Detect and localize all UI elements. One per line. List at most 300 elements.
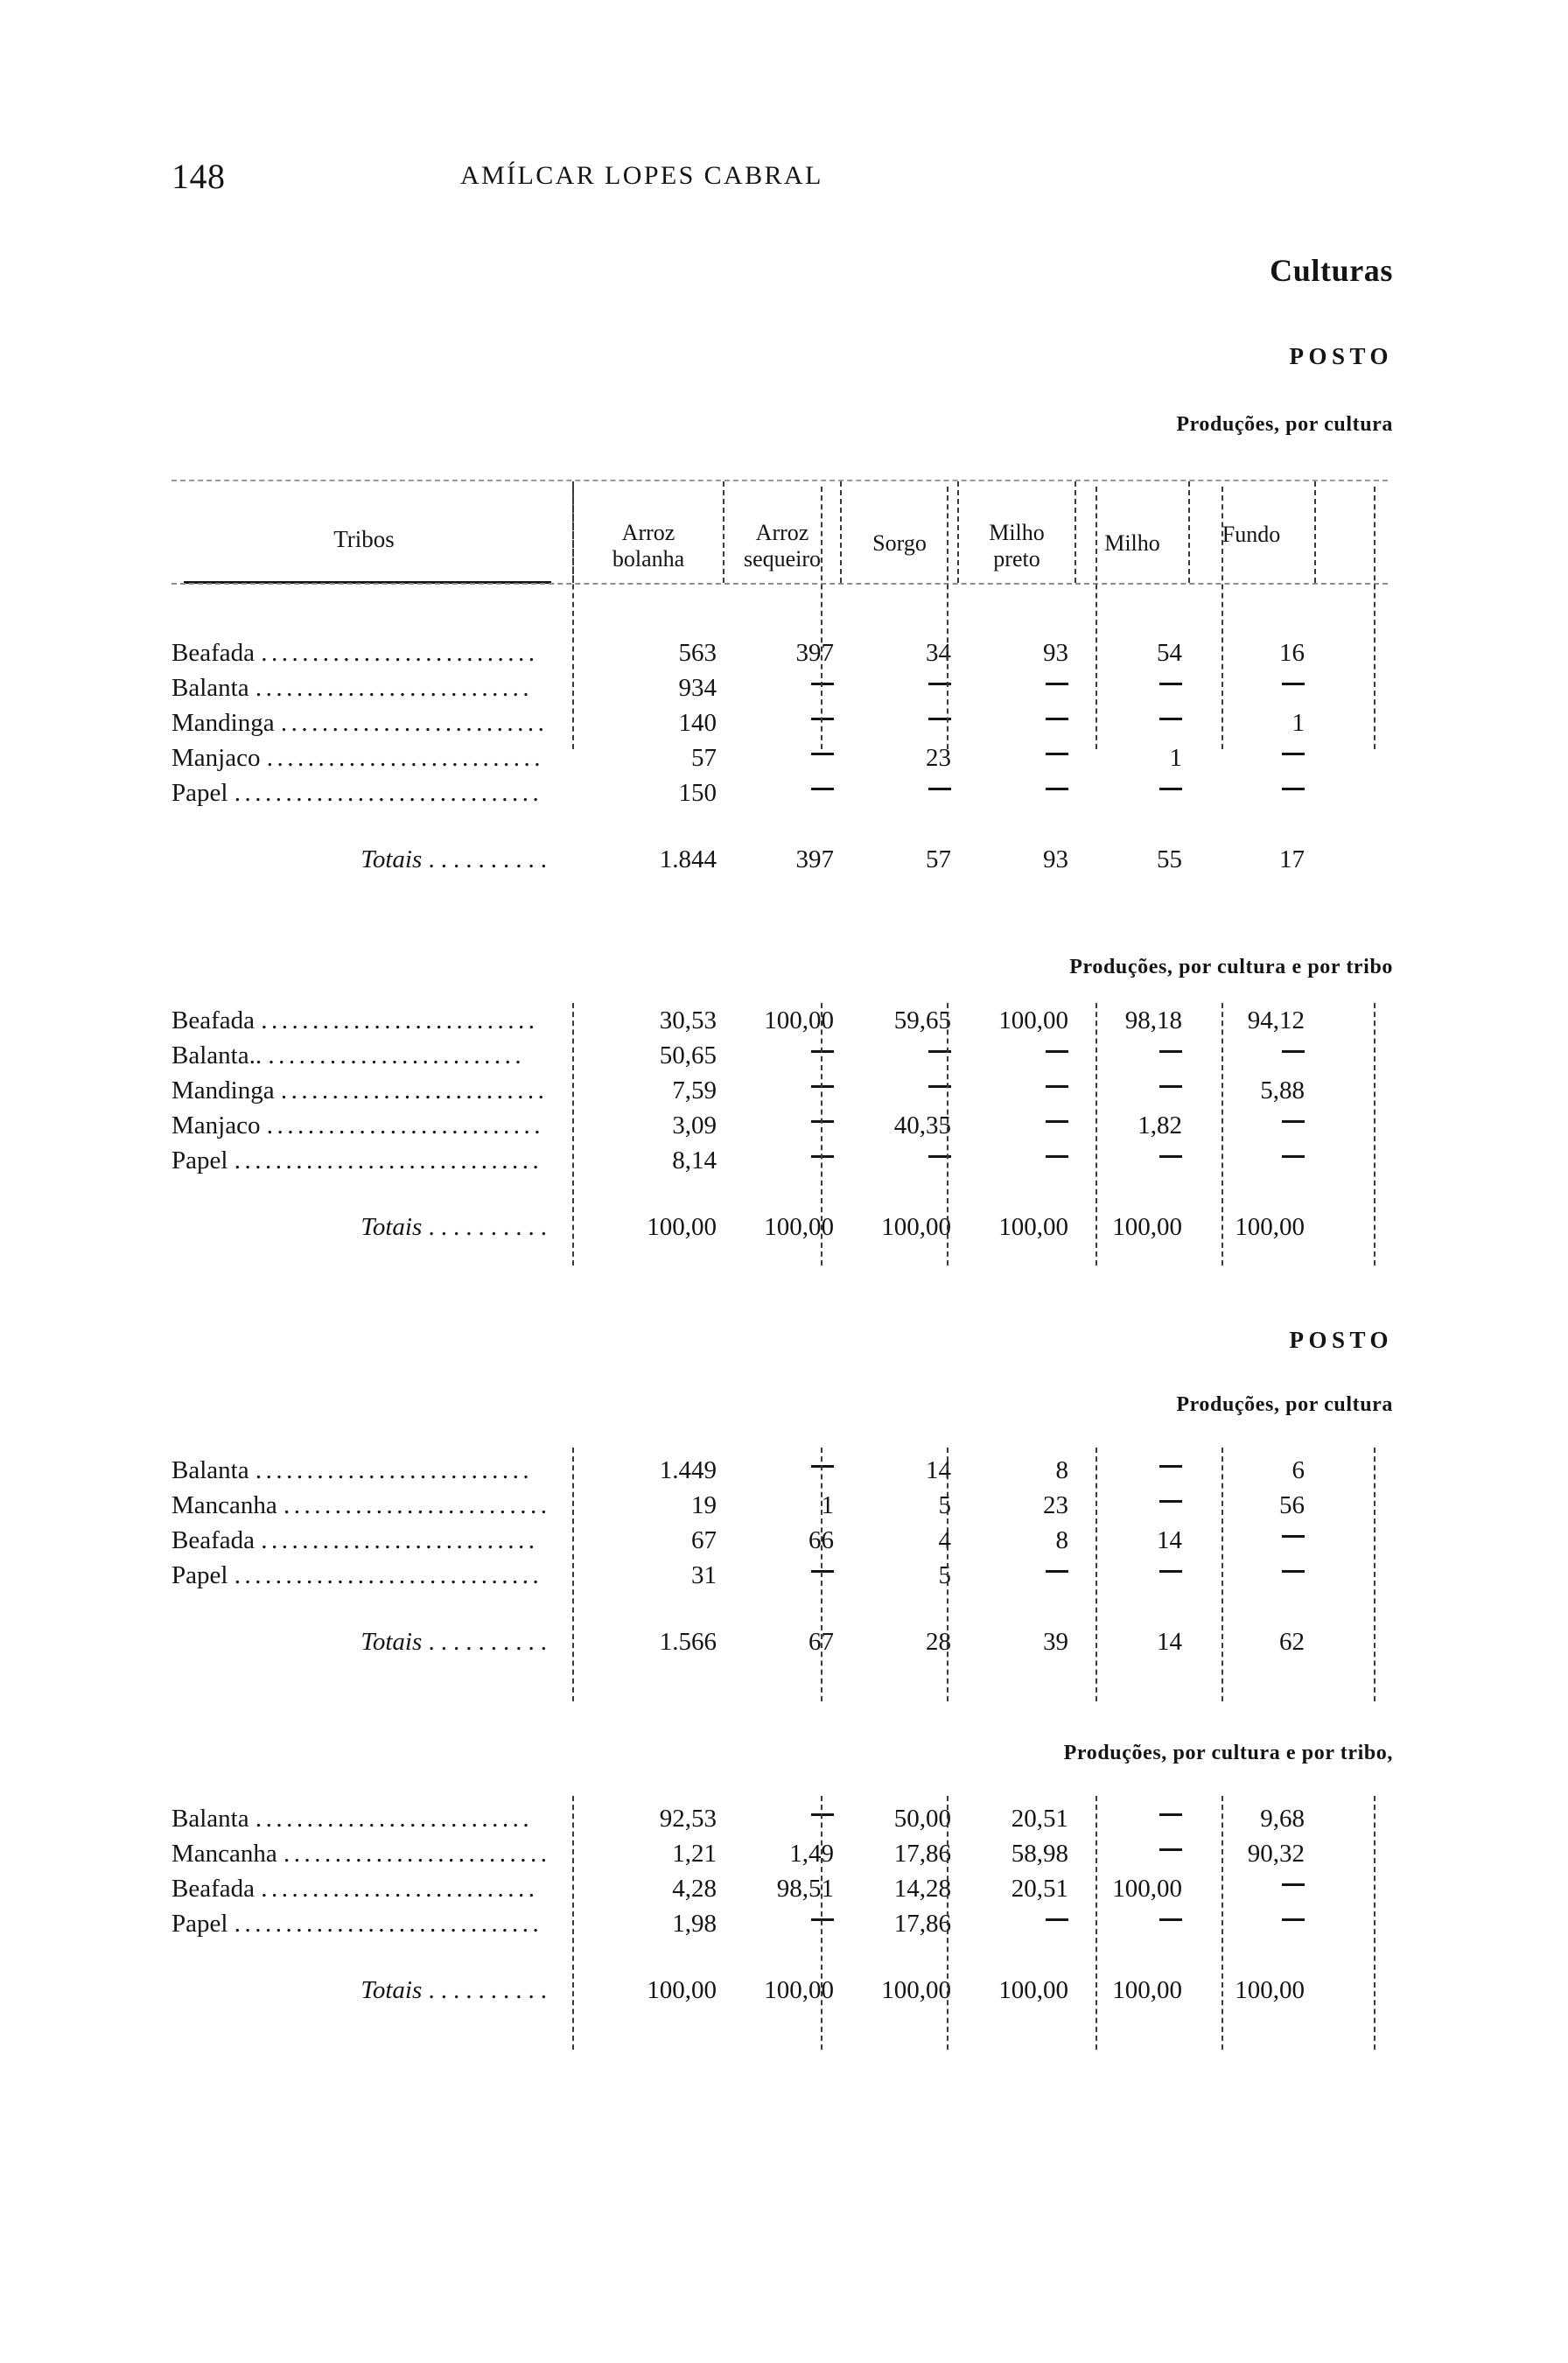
table-cell [1190, 1906, 1312, 1941]
table-cell: 98,51 [776, 1875, 834, 1903]
table-cell: 14 [1157, 1628, 1182, 1656]
table-cell [1190, 1558, 1312, 1593]
em-dash-icon [811, 1085, 834, 1088]
table-cell: 30,53 [659, 1006, 717, 1034]
row-label [172, 1003, 556, 1038]
table-cell: 100,00 [1112, 1213, 1182, 1241]
table-cell: 50,00 [893, 1805, 951, 1833]
table-cell: 397 [795, 845, 834, 873]
column-header-arroz-sequeiro [724, 520, 840, 572]
table-cell: 100,00 [998, 1213, 1068, 1241]
table-cell: 1 [821, 1491, 834, 1519]
row-label-text: Papel [172, 1561, 228, 1589]
em-dash-icon [1159, 683, 1182, 685]
table-cell: 34 [926, 639, 951, 667]
table-cell: 39 [1043, 1628, 1068, 1656]
table-cell: 4,28 [672, 1875, 717, 1903]
row-label-text: Beafada [172, 639, 255, 667]
body-rule-c-4 [947, 1796, 948, 2050]
table-cell [842, 1143, 959, 1178]
em-dash-icon [1282, 1918, 1305, 1921]
table-row [172, 1906, 1388, 1941]
dot-leader: ........................... [261, 1875, 539, 1903]
table-row [172, 1003, 1388, 1038]
totals-label-text: Totais [360, 1976, 423, 2004]
table-cell: 67 [808, 1628, 834, 1656]
em-dash-icon [1282, 1155, 1305, 1158]
column-header-fundo: Fundo [1222, 522, 1281, 547]
em-dash-icon [1046, 1085, 1068, 1088]
row-label [172, 1558, 556, 1593]
body-rule-b-2 [821, 1003, 822, 1266]
totals-label [172, 842, 556, 877]
table-row [172, 1038, 1388, 1073]
table-cell: 14 [926, 1456, 951, 1484]
table-cell: 93 [1043, 639, 1068, 667]
table-cell [1076, 1488, 1190, 1523]
dot-leader: ........................... [255, 1456, 534, 1484]
table-spacer [172, 810, 1388, 842]
table-cell [1190, 1523, 1312, 1558]
body-rule-e-1 [1222, 487, 1223, 749]
table-cell: 23 [926, 744, 951, 772]
table-row [172, 670, 1388, 705]
table-cell [1190, 1038, 1312, 1073]
table-cell [724, 1038, 842, 1073]
row-label-text: Mancanha [172, 1840, 277, 1868]
row-label [172, 775, 556, 810]
table-cell: 94,12 [1247, 1006, 1305, 1034]
table-cell: 19 [691, 1491, 717, 1519]
table-cell: 934 [678, 674, 717, 702]
totals-label-text: Totais [360, 845, 423, 873]
table-cell: 100,00 [998, 1976, 1068, 2004]
table-cell: 1 [1292, 709, 1305, 737]
table-cell: 1.844 [659, 845, 717, 873]
dot-leader: ........................... [261, 639, 539, 667]
table-cell: 100,00 [647, 1213, 717, 1241]
table-cell [1190, 670, 1312, 705]
table-cell [1076, 1906, 1190, 1941]
row-label-text: Papel [172, 1910, 228, 1938]
row-label-text: Manjaco [172, 744, 261, 772]
table-producoes-por-cultura-e-tribo-2 [172, 1801, 1388, 2008]
totals-label [172, 1973, 556, 2008]
body-rule-a-1 [572, 487, 574, 749]
dot-leader: .......................... [280, 709, 549, 737]
table-cell [842, 705, 959, 740]
em-dash-icon [1159, 1085, 1182, 1088]
table-cell: 20,51 [1011, 1875, 1068, 1903]
row-label [172, 1073, 556, 1108]
dot-leader: ........................... [261, 1526, 539, 1554]
table-cell: 66 [808, 1526, 834, 1554]
table-row [172, 1836, 1388, 1871]
table-row [172, 740, 1388, 775]
table-cell: 67 [691, 1526, 717, 1554]
table-row [172, 635, 1388, 670]
table-cell [1076, 670, 1190, 705]
body-rule-c-3 [947, 1448, 948, 1701]
body-rule-e-2 [1222, 1003, 1223, 1266]
column-header-sorgo: Sorgo [872, 530, 927, 556]
row-label [172, 1836, 556, 1871]
table-cell: 8,14 [672, 1146, 717, 1174]
em-dash-icon [811, 1120, 834, 1123]
table-cell: 93 [1043, 845, 1068, 873]
body-rule-e-4 [1222, 1796, 1223, 2050]
caption-producoes-por-cultura-e-tribo-1: Produções, por cultura e por tribo [1069, 956, 1393, 978]
table-cell: 90,32 [1247, 1840, 1305, 1868]
em-dash-icon [1282, 1120, 1305, 1123]
table-cell: 23 [1043, 1491, 1068, 1519]
row-label [172, 1523, 556, 1558]
table-cell: 100,00 [647, 1976, 717, 2004]
em-dash-icon [1282, 1570, 1305, 1573]
table-cell [1076, 1453, 1190, 1488]
table-cell [724, 1801, 842, 1836]
table-producoes-por-cultura-2 [172, 1453, 1388, 1659]
table-cell [842, 775, 959, 810]
body-rule-b-4 [821, 1796, 822, 2050]
table-cell [1190, 775, 1312, 810]
table-cell: 59,65 [893, 1006, 951, 1034]
row-label [172, 740, 556, 775]
em-dash-icon [1046, 1570, 1068, 1573]
dot-leader: .......... [428, 1213, 553, 1241]
table-cell [842, 1038, 959, 1073]
table-cell [724, 670, 842, 705]
table-spacer [172, 1941, 1388, 1973]
table-cell: 1,49 [789, 1840, 834, 1868]
table-spacer [172, 1593, 1388, 1624]
table-cell [1190, 1871, 1312, 1906]
table-cell: 100,00 [1235, 1976, 1305, 2004]
em-dash-icon [1159, 1465, 1182, 1468]
table-cell [1190, 1108, 1312, 1143]
table-cell: 17 [1279, 845, 1305, 873]
row-label-text: Manjaco [172, 1111, 261, 1139]
table-cell [724, 1558, 842, 1593]
table-cell [842, 1073, 959, 1108]
table-cell [1076, 1558, 1190, 1593]
row-label-text: Balanta [172, 1456, 249, 1484]
table-cell: 3,09 [672, 1111, 717, 1139]
body-rule-b-1 [821, 487, 822, 749]
row-label [172, 1143, 556, 1178]
table-cell: 54 [1157, 639, 1182, 667]
dot-leader: .......... [428, 1628, 553, 1656]
body-rule-c-2 [947, 1003, 948, 1266]
em-dash-icon [1159, 788, 1182, 790]
row-label [172, 1801, 556, 1836]
body-rule-d-1 [1096, 487, 1097, 749]
table-cell: 98,18 [1124, 1006, 1182, 1034]
table-cell [1190, 740, 1312, 775]
row-label [172, 635, 556, 670]
table-cell: 58,98 [1011, 1840, 1068, 1868]
table-cell: 92,53 [659, 1805, 717, 1833]
column-header-milho-preto-line2: preto [993, 546, 1040, 571]
table-row [172, 705, 1388, 740]
table-cell [1076, 1143, 1190, 1178]
em-dash-icon [811, 1918, 834, 1921]
em-dash-icon [811, 1465, 834, 1468]
row-label [172, 1108, 556, 1143]
row-label-text: Papel [172, 779, 228, 807]
em-dash-icon [811, 683, 834, 685]
em-dash-icon [1046, 718, 1068, 720]
table-cell: 57 [926, 845, 951, 873]
section-title-culturas: Culturas [1270, 253, 1393, 288]
column-header-tribos: Tribos [333, 526, 395, 552]
table-cell: 100,00 [998, 1006, 1068, 1034]
table-cell [1076, 1038, 1190, 1073]
em-dash-icon [1046, 788, 1068, 790]
body-rule-b-3 [821, 1448, 822, 1701]
dot-leader: ........................... [261, 1006, 539, 1034]
table-totals-row [172, 1624, 1388, 1659]
table-cell: 1.566 [659, 1628, 717, 1656]
table-cell: 16 [1279, 639, 1305, 667]
table-cell: 50,65 [659, 1041, 717, 1069]
table-row [172, 1801, 1388, 1836]
posto-heading-2: POSTO [1289, 1327, 1393, 1353]
table-cell: 5,88 [1260, 1076, 1305, 1104]
running-title: AMÍLCAR LOPES CABRAL [460, 161, 823, 190]
running-head [172, 156, 1396, 196]
table-cell: 40,35 [893, 1111, 951, 1139]
table-producoes-por-cultura-1 [172, 635, 1388, 877]
em-dash-icon [1282, 1050, 1305, 1053]
table-cell [724, 775, 842, 810]
row-label [172, 1038, 556, 1073]
table-cell [959, 775, 1076, 810]
table-cell [959, 670, 1076, 705]
totals-label-text: Totais [360, 1213, 423, 1241]
dot-leader: ........................... [266, 744, 544, 772]
table-cell: 7,59 [672, 1076, 717, 1104]
table-cell: 4 [938, 1526, 951, 1554]
table-cell [1076, 775, 1190, 810]
dot-leader: .......................... [284, 1491, 551, 1519]
em-dash-icon [1282, 753, 1305, 755]
table-cell [959, 1038, 1076, 1073]
table-cell: 1,82 [1138, 1111, 1182, 1139]
em-dash-icon [1159, 1570, 1182, 1573]
column-header-arroz-sequeiro-line2: sequeiro [743, 546, 822, 571]
column-header-milho: Milho [1104, 530, 1160, 556]
body-rule-c-1 [947, 487, 948, 749]
em-dash-icon [1046, 753, 1068, 755]
table-cell: 100,00 [764, 1213, 834, 1241]
body-rule-d-2 [1096, 1003, 1097, 1266]
table-cell [724, 1108, 842, 1143]
table-row [172, 1453, 1388, 1488]
em-dash-icon [811, 1570, 834, 1573]
table-producoes-por-cultura-e-tribo-1 [172, 1003, 1388, 1245]
table-cell: 28 [926, 1628, 951, 1656]
table-row [172, 1143, 1388, 1178]
table-column-header [172, 481, 1388, 583]
caption-producoes-por-cultura-1: Produções, por cultura [1176, 413, 1393, 436]
table-cell [1076, 1801, 1190, 1836]
column-header-arroz-sequeiro-line1: Arroz [755, 520, 809, 545]
row-label-text: Mandinga [172, 1076, 275, 1104]
table-cell: 100,00 [764, 1976, 834, 2004]
table-cell: 100,00 [881, 1976, 951, 2004]
em-dash-icon [1282, 683, 1305, 685]
table-totals-row [172, 1210, 1388, 1245]
row-label-text: Mancanha [172, 1491, 277, 1519]
em-dash-icon [811, 1155, 834, 1158]
dot-leader: .............................. [234, 1910, 543, 1938]
row-label-text: Beafada [172, 1006, 255, 1034]
body-rule-f-4 [1374, 1796, 1376, 2050]
em-dash-icon [1046, 1155, 1068, 1158]
table-cell: 1,21 [672, 1840, 717, 1868]
table-totals-row [172, 1973, 1388, 2008]
table-row [172, 775, 1388, 810]
page-number: 148 [172, 157, 226, 196]
em-dash-icon [1159, 1918, 1182, 1921]
table-cell: 8 [1055, 1526, 1068, 1554]
table-cell [959, 1558, 1076, 1593]
caption-producoes-por-cultura-e-tribo-2: Produções, por cultura e por tribo, [1063, 1742, 1393, 1764]
row-label-text: Beafada [172, 1875, 255, 1903]
table-cell: 1 [1169, 744, 1182, 772]
table-cell: 20,51 [1011, 1805, 1068, 1833]
totals-label [172, 1210, 556, 1245]
row-label [172, 1453, 556, 1488]
row-label-text: Mandinga [172, 709, 275, 737]
body-rule-d-4 [1096, 1796, 1097, 2050]
em-dash-icon [811, 753, 834, 755]
table-cell: 1.449 [659, 1456, 717, 1484]
row-label-text: Beafada [172, 1526, 255, 1554]
table-row [172, 1558, 1388, 1593]
em-dash-icon [1159, 1155, 1182, 1158]
table-row [172, 1871, 1388, 1906]
column-header-arroz-bolanha-line1: Arroz [621, 520, 676, 545]
table-cell: 100,00 [1235, 1213, 1305, 1241]
dot-leader: .............................. [234, 779, 543, 807]
table-cell: 140 [678, 709, 717, 737]
table-cell: 8 [1055, 1456, 1068, 1484]
row-label-text: Balanta [172, 1805, 249, 1833]
table-cell [724, 740, 842, 775]
em-dash-icon [1159, 1813, 1182, 1816]
em-dash-icon [1046, 1120, 1068, 1123]
dot-leader: ........................... [255, 1805, 534, 1833]
table-cell: 57 [691, 744, 717, 772]
row-label [172, 1906, 556, 1941]
table-row [172, 1488, 1388, 1523]
body-rule-a-4 [572, 1796, 574, 2050]
table-cell: 6 [1292, 1456, 1305, 1484]
table-cell: 31 [691, 1561, 717, 1589]
em-dash-icon [1159, 718, 1182, 720]
body-rule-d-3 [1096, 1448, 1097, 1701]
table-cell: 56 [1279, 1491, 1305, 1519]
body-rule-f-1 [1374, 487, 1376, 749]
em-dash-icon [1282, 1883, 1305, 1886]
header-bottom-rule [172, 583, 1388, 585]
em-dash-icon [1159, 1500, 1182, 1503]
em-dash-icon [1046, 1918, 1068, 1921]
table-cell [959, 705, 1076, 740]
body-rule-a-3 [572, 1448, 574, 1701]
table-cell: 150 [678, 779, 717, 807]
column-header-arroz-bolanha-line2: bolanha [612, 546, 685, 571]
em-dash-icon [1282, 788, 1305, 790]
table-cell: 100,00 [764, 1006, 834, 1034]
body-rule-e-3 [1222, 1448, 1223, 1701]
table-cell: 5 [938, 1491, 951, 1519]
row-label-text: Balanta.. [172, 1041, 262, 1069]
body-rule-f-2 [1374, 1003, 1376, 1266]
table-row [172, 1523, 1388, 1558]
em-dash-icon [928, 788, 951, 790]
col-rule-6 [1314, 481, 1316, 583]
table-spacer [172, 1178, 1388, 1210]
row-label [172, 670, 556, 705]
table-cell: 17,86 [893, 1840, 951, 1868]
em-dash-icon [1159, 1050, 1182, 1053]
dot-leader: ........................... [266, 1111, 544, 1139]
table-cell: 55 [1157, 845, 1182, 873]
table-cell [959, 1108, 1076, 1143]
em-dash-icon [1046, 1050, 1068, 1053]
em-dash-icon [1159, 1848, 1182, 1851]
dot-leader: ........................... [255, 674, 534, 702]
table-row [172, 1073, 1388, 1108]
table-cell: 17,86 [893, 1910, 951, 1938]
table-cell: 14 [1157, 1526, 1182, 1554]
table-cell [1076, 705, 1190, 740]
em-dash-icon [811, 1050, 834, 1053]
table-cell [724, 1073, 842, 1108]
table-cell [724, 1143, 842, 1178]
body-rule-f-3 [1374, 1448, 1376, 1701]
row-label [172, 705, 556, 740]
row-label [172, 1488, 556, 1523]
body-rule-a-2 [572, 1003, 574, 1266]
table-cell [1190, 1143, 1312, 1178]
table-cell: 100,00 [881, 1213, 951, 1241]
row-label-text: Papel [172, 1146, 228, 1174]
table-cell [724, 1453, 842, 1488]
table-cell: 100,00 [1112, 1875, 1182, 1903]
table-cell: 5 [938, 1561, 951, 1589]
dot-leader: .............................. [234, 1561, 543, 1589]
em-dash-icon [811, 1813, 834, 1816]
table-cell: 14,28 [893, 1875, 951, 1903]
dot-leader: .............................. [234, 1146, 543, 1174]
table-totals-row [172, 842, 1388, 877]
row-label [172, 1871, 556, 1906]
totals-label-text: Totais [360, 1628, 423, 1656]
table-cell: 62 [1279, 1628, 1305, 1656]
table-cell: 397 [795, 639, 834, 667]
table-cell: 9,68 [1260, 1805, 1305, 1833]
dot-leader: .......................... [284, 1840, 551, 1868]
table-cell [1076, 1836, 1190, 1871]
dot-leader: .......... [428, 1976, 553, 2004]
em-dash-icon [1046, 683, 1068, 685]
em-dash-icon [811, 718, 834, 720]
table-cell: 563 [678, 639, 717, 667]
